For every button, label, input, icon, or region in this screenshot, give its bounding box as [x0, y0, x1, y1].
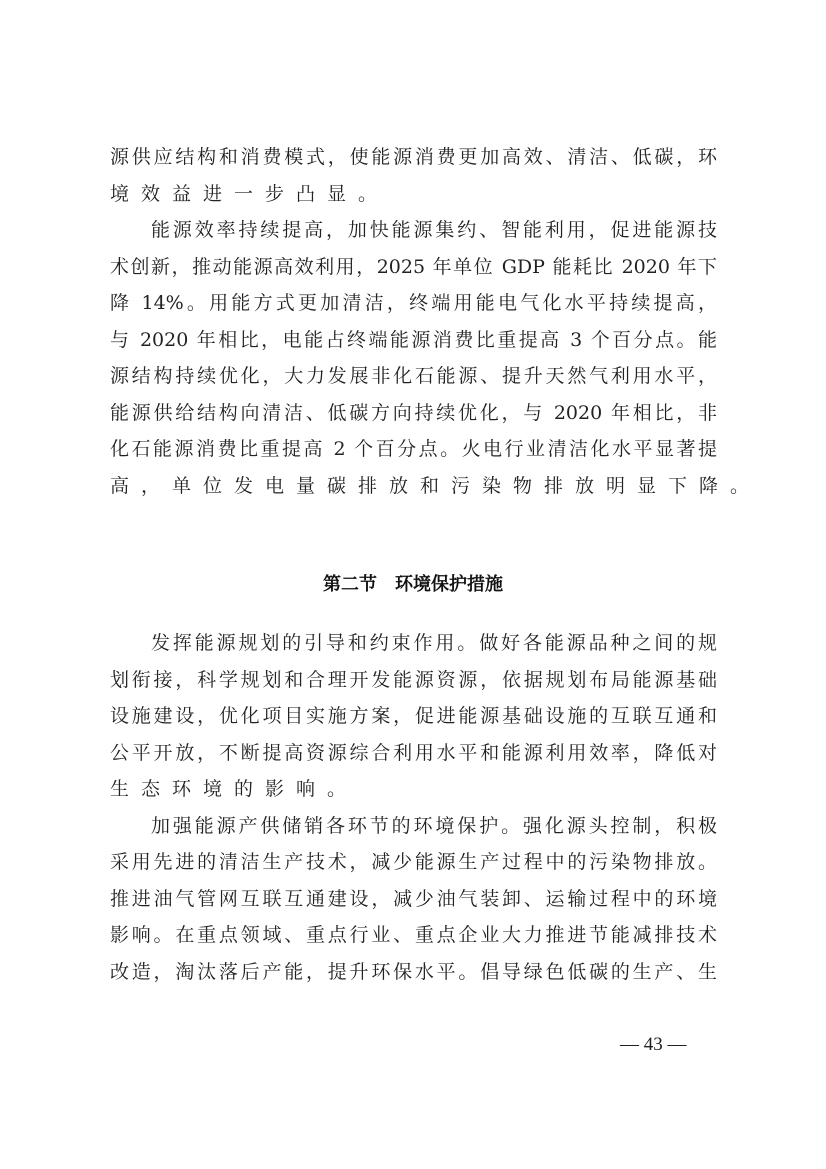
text-line: 能源供给结构向清洁、低碳方向持续优化，与 2020 年相比，非 [110, 401, 717, 424]
text-line: 生态环境的影响。 [110, 778, 359, 800]
text-line: 发挥能源规划的引导和约束作用。做好各能源品种之间的规 [151, 632, 717, 654]
text-line: 改造，淘汰落后产能，提升环保水平。倡导绿色低碳的生产、生 [110, 960, 717, 983]
text-line: 化石能源消费比重提高 2 个百分点。火电行业清洁化水平显著提 [110, 438, 717, 460]
text-line: 推进油气管网互联互通建设，减少油气装卸、运输过程中的环境 [110, 887, 717, 910]
text-line: 影响。在重点领域、重点行业、重点企业大力推进节能减排技术 [110, 924, 717, 946]
text-line: 术创新，推动能源高效利用，2025 年单位 GDP 能耗比 2020 年下 [110, 255, 717, 278]
text-line: 加强能源产供储销各环节的环境保护。强化源头控制，积极 [151, 814, 717, 837]
text-line: 划衔接，科学规划和合理开发能源资源，依据规划布局能源基础 [110, 668, 717, 691]
section-heading [0, 570, 826, 600]
text-line: 源供应结构和消费模式，使能源消费更加高效、清洁、低碳，环 [110, 146, 717, 168]
text-line: 源结构持续优化，大力发展非化石能源、提升天然气利用水平， [110, 365, 717, 387]
text-line: 降 14%。用能方式更加清洁，终端用能电气化水平持续提高， [110, 292, 717, 314]
text-line: 采用先进的清洁生产技术，减少能源生产过程中的污染物排放。 [110, 851, 717, 873]
section-title: 环境保护措施 [395, 574, 503, 595]
text-line: 境效益进一步凸显。 [110, 182, 390, 205]
text-line: 能源效率持续提高，加快能源集约、智能利用，促进能源技 [151, 219, 717, 241]
section-number: 第二节 [323, 574, 377, 595]
section-text-environmental-measures [110, 625, 717, 990]
text-line: 公平开放，不断提高资源综合利用水平和能源利用效率，降低对 [110, 741, 717, 764]
section-text-energy-goals [110, 139, 762, 504]
text-line: 与 2020 年相比，电能占终端能源消费比重提高 3 个百分点。能 [110, 328, 717, 351]
page-number: — 43 — [620, 1034, 687, 1055]
text-line: 设施建设，优化项目实施方案，促进能源基础设施的互联互通和 [110, 705, 717, 727]
text-line: 高，单位发电量碳排放和污染物排放明显下降。 [110, 474, 762, 497]
